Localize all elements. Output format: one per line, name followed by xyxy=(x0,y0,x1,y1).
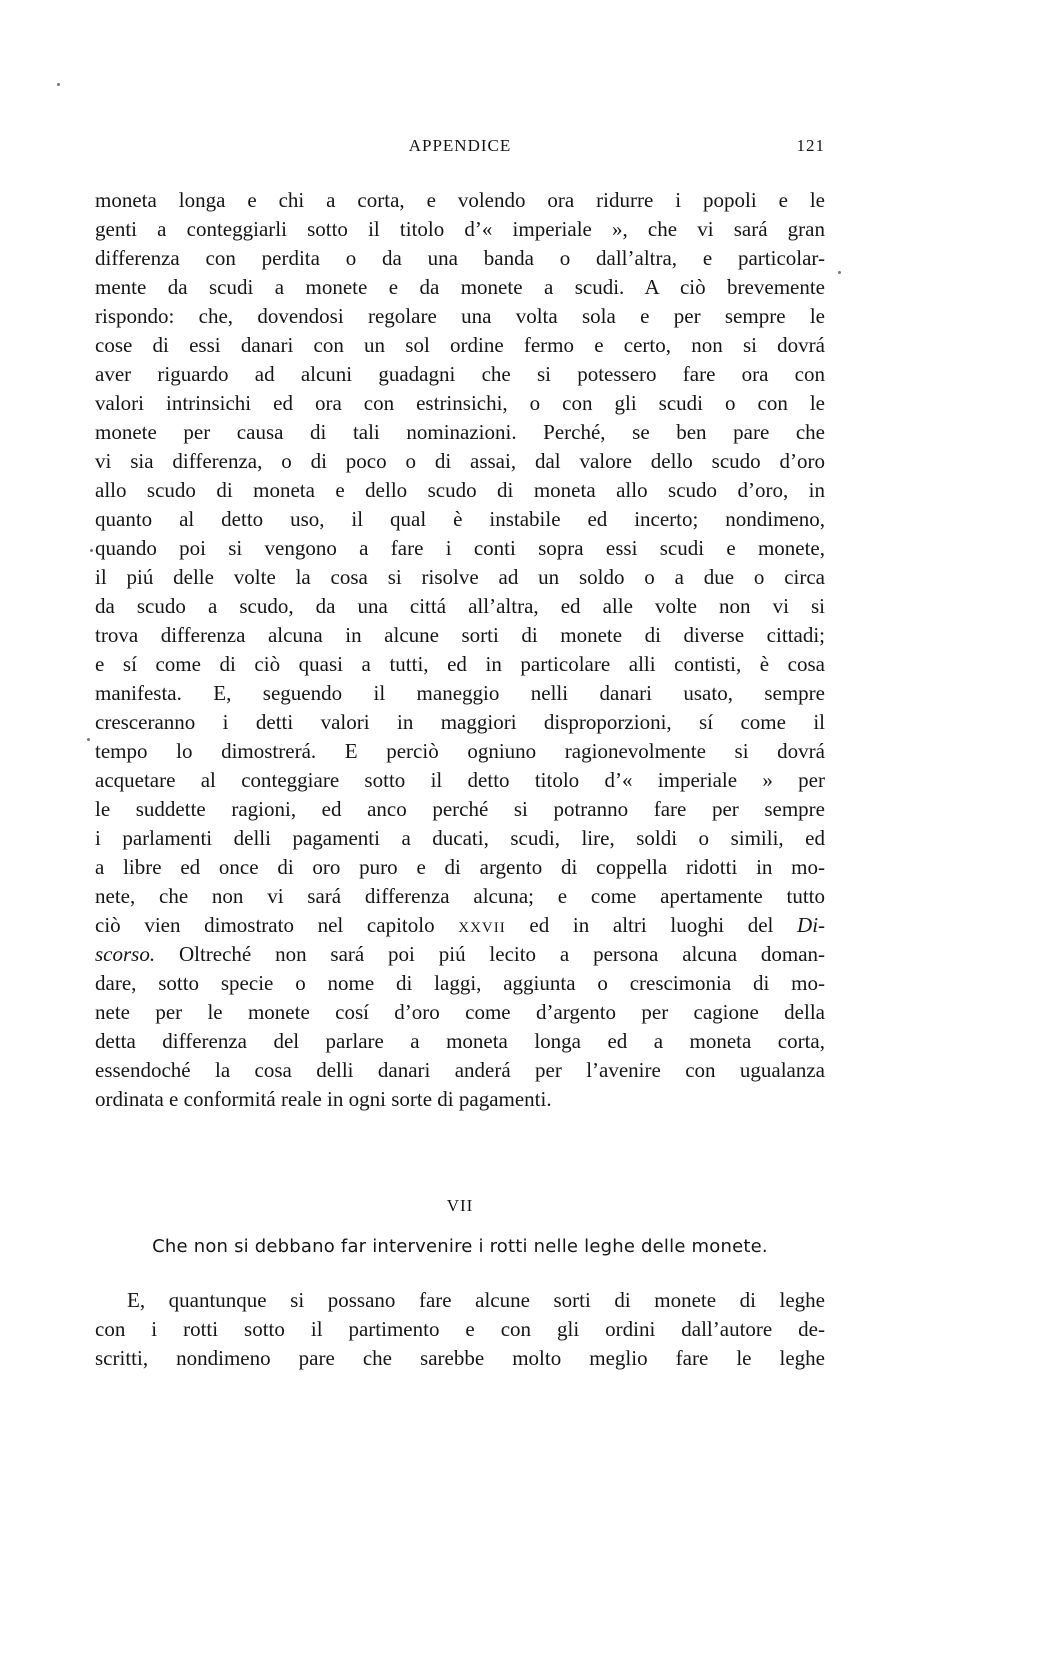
text-line: scritti, nondimeno pare che sarebbe molto meglio fare le leghe xyxy=(95,1346,825,1370)
section-title: Che non si debbano far intervenire i rotti nelle leghe delle monete. xyxy=(152,1236,768,1257)
text-line: con i rotti sotto il partimento e con gli ordini dall’autore de- xyxy=(95,1317,825,1341)
text-line: e sí come di ciò quasi a tutti, ed in particolare alli contisti, è cosa xyxy=(95,652,825,676)
text-fragment: ed in altri luoghi del xyxy=(529,913,774,937)
text-line: tempo lo dimostrerá. E perciò ogniuno ragionevolmente si dovrá xyxy=(95,739,825,763)
text-line: rispondo: che, dovendosi regolare una volta sola e per sempre le xyxy=(95,304,825,328)
text-line: aver riguardo ad alcuni guadagni che si potessero fare ora con xyxy=(95,362,825,386)
text-line: essendoché la cosa delli danari anderá per l’avenire con ugualanza xyxy=(95,1058,825,1082)
text-line-with-citation xyxy=(95,911,825,940)
section-paragraph xyxy=(95,1286,825,1373)
text-line: quanto al detto uso, il qual è instabile ed incerto; nondimeno, xyxy=(95,507,825,531)
text-line: vi sia differenza, o di poco o di assai, dal valore dello scudo d’oro xyxy=(95,449,825,473)
text-line: allo scudo di moneta e dello scudo di moneta allo scudo d’oro, in xyxy=(95,478,825,502)
text-line: moneta longa e chi a corta, e volendo ora ridurre i popoli e le xyxy=(95,188,825,212)
section-number: VII xyxy=(446,1196,474,1215)
text-line: il piú delle volte la cosa si risolve ad un soldo o a due o circa xyxy=(95,565,825,589)
running-title: APPENDICE xyxy=(408,136,512,155)
text-line: manifesta. E, seguendo il maneggio nelli danari usato, sempre xyxy=(95,681,825,705)
text-line: cose di essi danari con un sol ordine fermo e certo, non si dovrá xyxy=(95,333,825,357)
text-fragment: ciò vien dimostrato nel capitolo xyxy=(95,913,435,937)
main-paragraph xyxy=(95,186,825,1114)
text-line: ordinata e conformitá reale in ogni sorte di pagamenti. xyxy=(95,1087,552,1111)
text-line: trova differenza alcuna in alcune sorti di monete di diverse cittadi; xyxy=(95,623,825,647)
chapter-number: XXVII xyxy=(458,920,506,936)
text-line: le suddette ragioni, ed anco perché si potranno fare per sempre xyxy=(95,797,825,821)
text-line: dare, sotto specie o nome di laggi, aggiunta o crescimonia di mo- xyxy=(95,971,825,995)
text-line: da scudo a scudo, da una cittá all’altra, ed alle volte non vi si xyxy=(95,594,825,618)
text-line: mente da scudi a monete e da monete a scudi. A ciò brevemente xyxy=(95,275,825,299)
text-fragment: Oltreché non sará poi piú lecito a persona alcuna doman- xyxy=(178,942,826,966)
text-line: valori intrinsichi ed ora con estrinsichi, o con gli scudi o con le xyxy=(95,391,825,415)
scan-speck xyxy=(87,738,90,741)
text-line: nete, che non vi sará differenza alcuna; e come apertamente tutto xyxy=(95,884,825,908)
scan-speck xyxy=(90,549,93,552)
page-number: 121 xyxy=(796,136,825,155)
scan-speck xyxy=(838,271,841,274)
text-line: detta differenza del parlare a moneta longa ed a moneta corta, xyxy=(95,1029,825,1053)
italic-title-fragment: Di- xyxy=(797,913,826,937)
text-line: E, quantunque si possano fare alcune sorti di monete di leghe xyxy=(127,1288,825,1312)
text-line: a libre ed once di oro puro e di argento di coppella ridotti in mo- xyxy=(95,855,825,879)
text-line: monete per causa di tali nominazioni. Perché, se ben pare che xyxy=(95,420,825,444)
text-line: nete per le monete cosí d’oro come d’argento per cagione della xyxy=(95,1000,825,1024)
text-line-with-italic xyxy=(95,940,825,969)
text-line: cresceranno i detti valori in maggiori disproporzioni, sí come il xyxy=(95,710,825,734)
text-line: quando poi si vengono a fare i conti sopra essi scudi e monete, xyxy=(95,536,825,560)
scan-speck xyxy=(57,83,60,86)
text-line: i parlamenti delli pagamenti a ducati, scudi, lire, soldi o simili, ed xyxy=(95,826,825,850)
text-line: acquetare al conteggiare sotto il detto titolo d’« imperiale » per xyxy=(95,768,825,792)
page-header xyxy=(95,136,825,166)
text-line: genti a conteggiarli sotto il titolo d’« imperiale », che vi sará gran xyxy=(95,217,825,241)
text-line: differenza con perdita o da una banda o dall’altra, e particolar- xyxy=(95,246,825,270)
italic-title-fragment: scorso. xyxy=(95,942,156,966)
